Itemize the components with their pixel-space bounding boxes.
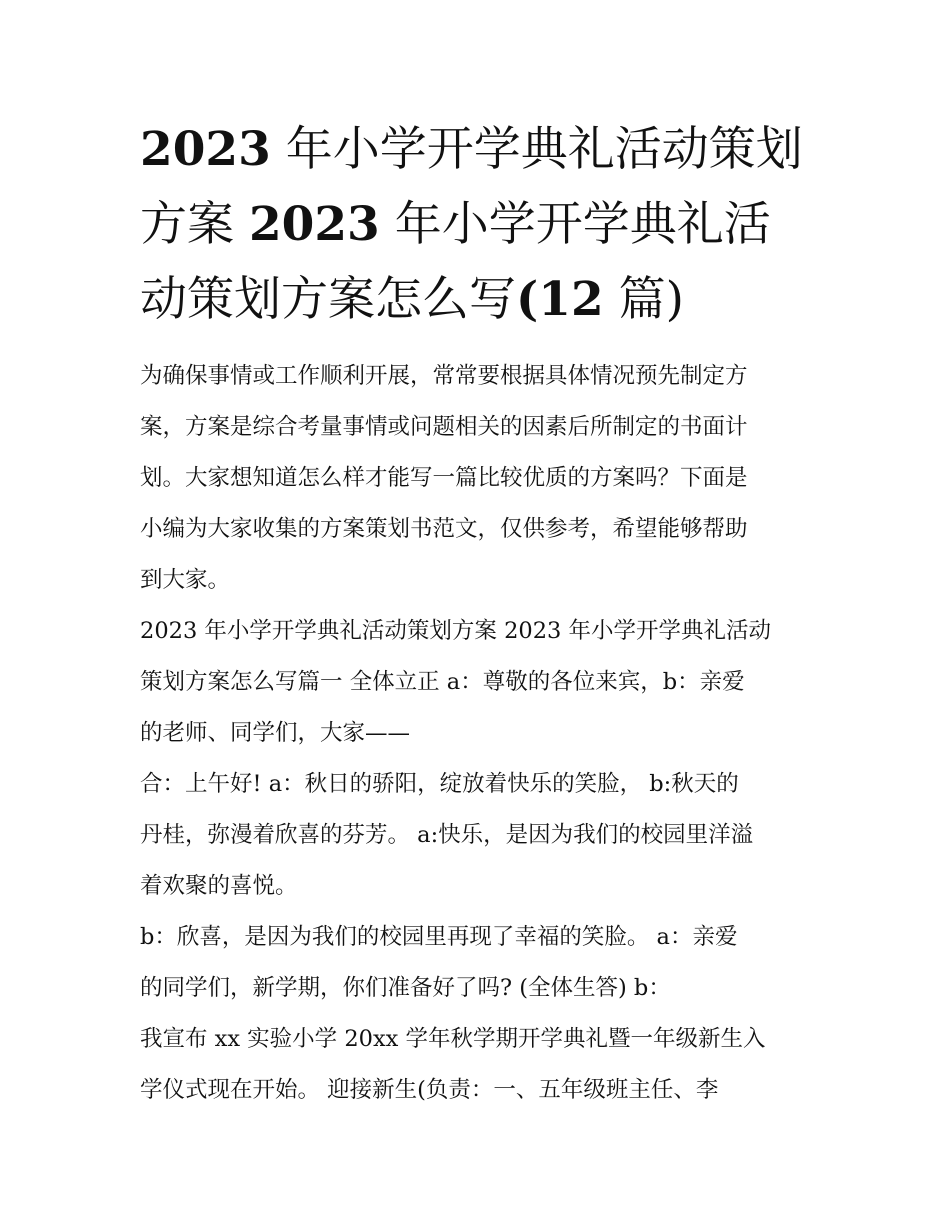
paragraph-greeting (140, 759, 812, 912)
text-line: b：欣喜，是因为我们的校园里再现了幸福的笑脸。 a：亲爱 (140, 924, 738, 950)
text-line: 划。大家想知道怎么样才能写一篇比较优质的方案吗？下面是 (140, 465, 748, 491)
text-line: 着欢聚的喜悦。 (140, 873, 298, 899)
paragraph-intro (140, 351, 812, 606)
title-text: 篇) (603, 272, 684, 327)
document-title (140, 112, 812, 337)
title-line (140, 112, 812, 187)
title-text-bold: (12 (516, 272, 604, 327)
text-line: 为确保事情或工作顺利开展，常常要根据具体情况预先制定方 (140, 363, 748, 389)
text-line: 到大家。 (140, 567, 231, 593)
text-line: 案，方案是综合考量事情或问题相关的因素后所制定的书面计 (140, 414, 748, 440)
document-content (140, 112, 812, 1116)
text-line: 2023 年小学开学典礼活动策划方案 2023 年小学开学典礼活动 (140, 618, 771, 644)
text-line: 的同学们，新学期，你们准备好了吗? (全体生答) b： (140, 975, 671, 1001)
text-line: 学仪式现在开始。 迎接新生(负责：一、五年级班主任、李 (140, 1077, 719, 1103)
title-text: 年小学开学典礼活动策划 (270, 122, 803, 177)
text-line: 策划方案怎么写篇一 全体立正 a：尊敬的各位来宾，b：亲爱 (140, 669, 745, 695)
paragraph-section-heading (140, 606, 812, 759)
text-line: 合：上午好! a：秋日的骄阳，绽放着快乐的笑脸， b:秋天的 (140, 771, 739, 797)
document-body (140, 351, 812, 1116)
title-line (140, 187, 812, 262)
paragraph-announcement (140, 1014, 812, 1116)
title-text: 方案 (140, 197, 249, 252)
text-line: 的老师、同学们，大家—— (140, 720, 411, 746)
paragraph-dialogue (140, 912, 812, 1014)
title-line (140, 262, 812, 337)
title-text-bold: 2023 (140, 122, 271, 177)
text-line: 小编为大家收集的方案策划书范文，仅供参考，希望能够帮助 (140, 516, 748, 542)
title-text: 年小学开学典礼活 (379, 197, 771, 252)
text-line: 我宣布 xx 实验小学 20xx 学年秋学期开学典礼暨一年级新生入 (140, 1026, 766, 1052)
title-text: 动策划方案怎么写 (140, 272, 516, 327)
text-line: 丹桂，弥漫着欣喜的芬芳。 a:快乐，是因为我们的校园里洋溢 (140, 822, 754, 848)
title-text-bold: 2023 (248, 197, 380, 252)
